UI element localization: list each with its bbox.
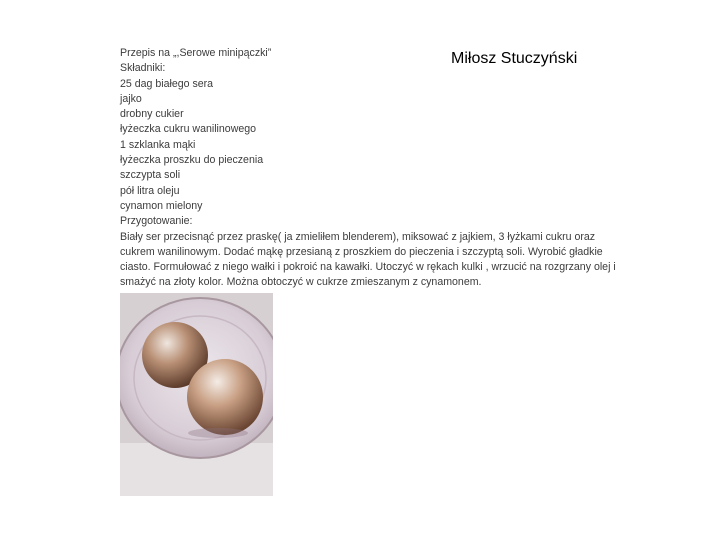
ingredient-item: drobny cukier [120,108,184,121]
ingredient-item: łyżeczka proszku do pieczenia [120,154,264,167]
ingredient-item: pół litra oleju [120,184,180,197]
ingredient-item: 1 szklanka mąki [120,138,196,151]
preparation-heading: Przygotowanie: [120,215,193,228]
ingredient-item: jajko [120,92,142,105]
ingredient-item: łyżeczka cukru wanilinowego [120,123,257,136]
photo-illustration [120,293,273,496]
ingredient-item: cynamon mielony [120,199,203,212]
recipe-title: Przepis na „,Serowe minipączki” [120,47,272,59]
author-name: Miłosz Stuczyński [451,50,578,67]
donut-balls-photo [120,293,273,496]
preparation-text: Biały ser przecisnąć przez praskę( ja zmieliłem blenderem), miksować z jajkiem, 3 łyżkami cukru oraz cukrem wanilinowym. Dodać mąkę przesianą z proszkiem do pieczenia i szczyptą soli. Wyrobić gładkie ciasto. Formułować z niego wałki i pokroić na kawałki. Utoczyć w rękach kulki , wrzucić na rozgrzany olej i smażyć na złoty kolor. Można obtoczyć w cukrze zmieszanym z cynamonem. [120,230,616,289]
recipe-text [120,46,630,291]
ingredients-heading: Składniki: [120,62,166,75]
ingredients-list [120,77,630,215]
donut-ball [187,359,263,435]
ball-shadow [188,428,248,438]
ingredient-item: 25 dag białego sera [120,77,214,90]
ingredient-item: szczypta soli [120,169,181,182]
